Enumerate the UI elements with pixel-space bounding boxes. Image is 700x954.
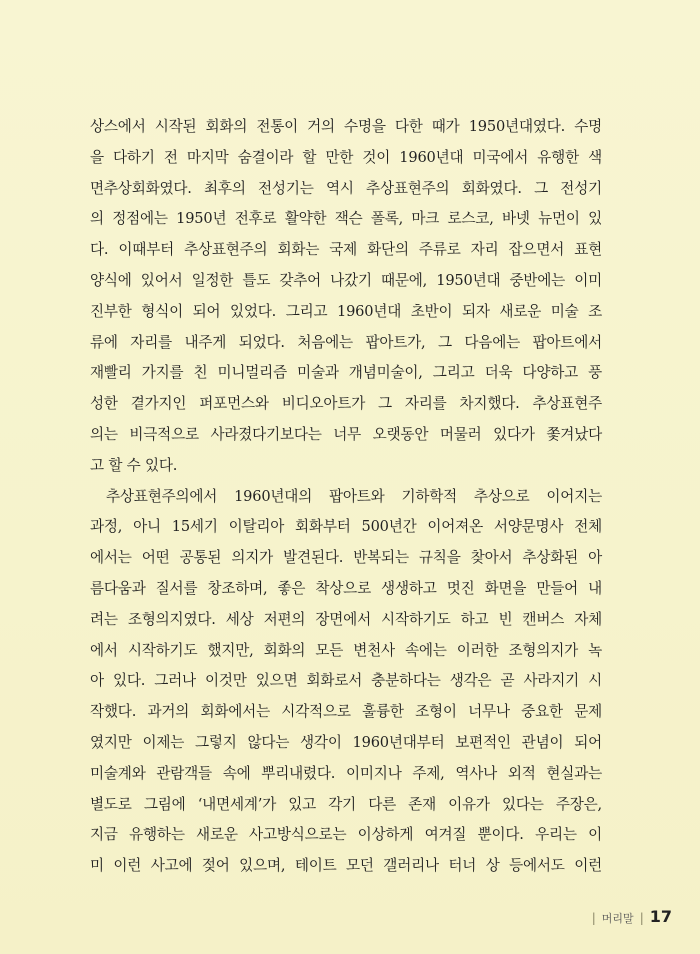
paragraph-1 xyxy=(90,112,602,482)
footer-separator: | xyxy=(591,911,596,925)
text-line: 진부한 형식이 되어 있었다. 그리고 1960년대 초반이 되자 새로운 미술 조 xyxy=(90,302,602,320)
text-line: 미술계와 관람객들 속에 뿌리내렸다. 이미지나 주제, 역사나 외적 현실과는 xyxy=(90,764,602,782)
text-line: 려는 조형의지였다. 세상 저편의 장면에서 시작하기도 하고 빈 캔버스 자체 xyxy=(90,610,602,628)
text-line: 성한 곁가지인 퍼포먼스와 비디오아트가 그 자리를 차지했다. 추상표현주 xyxy=(90,395,602,413)
text-line: 고 할 수 있다. xyxy=(90,456,178,474)
text-line: 에서 시작하기도 했지만, 회화의 모든 변천사 속에는 이러한 조형의지가 녹 xyxy=(90,641,602,659)
page-footer xyxy=(592,907,672,926)
text-line: 류에 자리를 내주게 되었다. 처음에는 팝아트가, 그 다음에는 팝아트에서 xyxy=(90,333,602,351)
text-line: 의 정점에는 1950년 전후로 활약한 잭슨 폴록, 마크 로스코, 바넷 뉴먼이 있 xyxy=(90,210,602,228)
text-line: 과정, 아니 15세기 이탈리아 회화부터 500년간 이어져온 서양문명사 전체 xyxy=(90,518,602,536)
paragraph-2 xyxy=(90,482,602,882)
text-line: 작했다. 과거의 회화에서는 시각적으로 훌륭한 조형이 너무나 중요한 문제 xyxy=(90,703,602,721)
text-line: 에서는 어떤 공통된 의지가 발견된다. 반복되는 규칙을 찾아서 추상화된 아 xyxy=(90,549,602,567)
text-line: 상스에서 시작된 회화의 전통이 거의 수명을 다한 때가 1950년대였다. 수명 xyxy=(90,118,602,135)
text-line: 름다움과 질서를 창조하며, 좋은 착상으로 생생하고 멋진 화면을 만들어 내 xyxy=(90,579,602,597)
text-line: 아 있다. 그러나 이것만 있으면 회화로서 충분하다는 생각은 곧 사라지기 시 xyxy=(90,672,602,690)
text-line: 다. 이때부터 추상표현주의 회화는 국제 화단의 주류로 자리 잡으면서 표현 xyxy=(90,241,602,259)
page-number: 17 xyxy=(649,907,672,926)
text-line: 였지만 이제는 그렇지 않다는 생각이 1960년대부터 보편적인 관념이 되어 xyxy=(90,733,602,751)
text-line: 별도로 그림에 ‘내면세계’가 있고 각기 다른 존재 이유가 있다는 주장은, xyxy=(90,795,602,813)
text-line: 의는 비극적으로 사라졌다기보다는 너무 오랫동안 머물러 있다가 쫓겨났다 xyxy=(90,425,602,443)
text-line: 양식에 있어서 일정한 틀도 갖추어 나갔기 때문에, 1950년대 중반에는 이미 xyxy=(90,271,602,289)
text-line: 미 이런 사고에 젖어 있으며, 테이트 모던 갤러리나 터너 상 등에서도 이런 xyxy=(90,857,602,875)
text-line: 면추상회화였다. 최후의 전성기는 역시 추상표현주의 회화였다. 그 전성기 xyxy=(90,179,602,197)
text-line: 지금 유행하는 새로운 사고방식으로는 이상하게 여겨질 뿐이다. 우리는 이 xyxy=(90,826,602,844)
text-line: 을 다하기 전 마지막 숨결이라 할 만한 것이 1960년대 미국에서 유행한 색 xyxy=(90,148,602,166)
footer-separator: | xyxy=(639,911,644,925)
section-title: 머리말 xyxy=(601,912,634,925)
body-text xyxy=(90,112,602,882)
text-line: 추상표현주의에서 1960년대의 팝아트와 기하학적 추상으로 이어지는 xyxy=(106,487,602,505)
text-line: 재빨리 가지를 친 미니멀리즘 미술과 개념미술이, 그리고 더욱 다양하고 풍 xyxy=(90,364,602,382)
